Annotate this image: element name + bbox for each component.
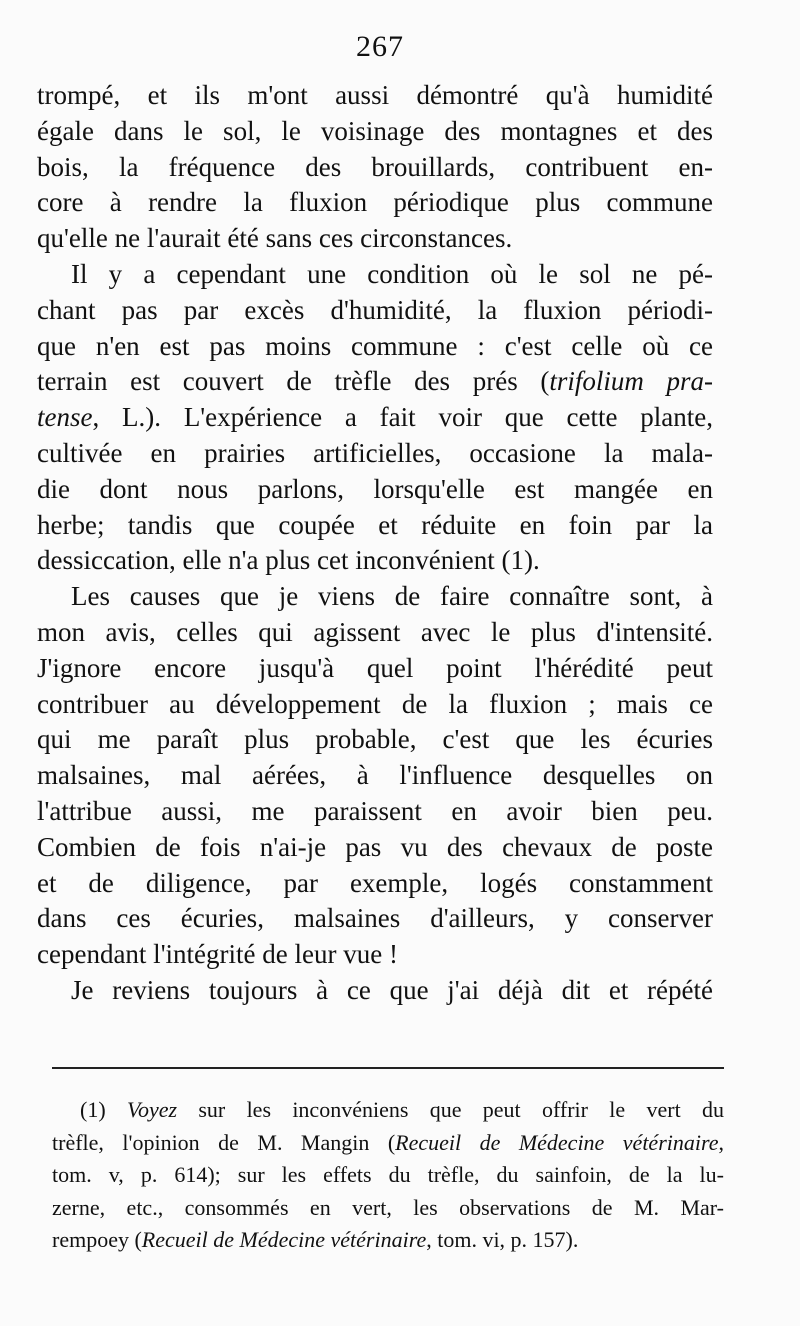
text-segment: trèfle, l'opinion de M. Mangin ( bbox=[52, 1129, 396, 1155]
footnote-line bbox=[52, 1127, 724, 1160]
italic-citation: Recueil de Médecine vétérinaire bbox=[395, 1129, 719, 1155]
italic-text: Voyez bbox=[126, 1097, 178, 1122]
text-segment: dans ces écuries, malsaines d'ailleurs, y conserver bbox=[37, 903, 713, 934]
text-line bbox=[37, 615, 713, 651]
text-line bbox=[37, 508, 713, 544]
text-segment: mon avis, celles qui agissent avec le plus d'intensité. bbox=[37, 616, 713, 647]
footnote-divider bbox=[52, 1067, 724, 1069]
text-line bbox=[37, 722, 713, 758]
text-segment: malsaines, mal aérées, à l'influence desquelles on bbox=[37, 760, 713, 791]
text-segment: et de diligence, par exemple, logés constamment bbox=[37, 867, 713, 898]
text-segment: Je reviens toujours à ce que j'ai déjà dit et répété bbox=[71, 974, 713, 1005]
text-segment: bois, la fréquence des brouillards, contribuent en- bbox=[37, 151, 713, 182]
text-line bbox=[37, 114, 713, 150]
text-segment: die dont nous parlons, lorsqu'elle est mangée en bbox=[37, 473, 713, 504]
text-segment: zerne, etc., consommés en vert, les observations de M. Mar- bbox=[52, 1194, 724, 1220]
paragraph-first-line bbox=[37, 257, 713, 293]
text-segment: trompé, et ils m'ont aussi démontré qu'à humidité bbox=[37, 80, 713, 110]
footnote-line bbox=[52, 1159, 724, 1192]
text-segment: cependant l'intégrité de leur vue ! bbox=[37, 939, 398, 970]
text-segment: rempoey ( bbox=[52, 1227, 142, 1252]
text-segment: Combien de fois n'ai-je pas vu des chevaux de poste bbox=[37, 831, 713, 862]
paragraph-first-line bbox=[37, 973, 713, 1009]
text-line bbox=[37, 364, 713, 400]
text-segment: terrain est couvert de trèfle des prés ( bbox=[37, 366, 550, 397]
text-segment: qu'elle ne l'aurait été sans ces circonstances. bbox=[37, 223, 513, 254]
footnote-line bbox=[52, 1192, 724, 1225]
text-segment: , bbox=[718, 1129, 724, 1155]
italic-citation: Recueil de Médecine vétérinaire bbox=[141, 1227, 427, 1252]
footnote-line bbox=[52, 1224, 724, 1257]
text-segment: contribuer au développement de la fluxion ; mais ce bbox=[37, 688, 713, 719]
footnote-marker: (1) bbox=[80, 1097, 127, 1122]
text-segment: Il y a cependant une condition où le sol ne pé- bbox=[71, 258, 713, 289]
text-line bbox=[37, 293, 713, 329]
italic-latin-name: trifolium pra- bbox=[549, 366, 714, 397]
footnote-line bbox=[52, 1094, 724, 1127]
text-line bbox=[37, 866, 713, 902]
text-line bbox=[37, 185, 713, 221]
paragraph-first-line bbox=[37, 579, 713, 615]
text-line bbox=[37, 78, 713, 114]
text-line bbox=[37, 830, 713, 866]
text-line bbox=[37, 329, 713, 365]
text-segment: , tom. vi, p. 157). bbox=[426, 1227, 579, 1252]
text-line bbox=[37, 794, 713, 830]
text-segment: qui me paraît plus probable, c'est que les écuries bbox=[37, 724, 713, 755]
text-line bbox=[37, 758, 713, 794]
text-line bbox=[37, 472, 713, 508]
text-line bbox=[37, 901, 713, 937]
text-segment: égale dans le sol, le voisinage des montagnes et des bbox=[37, 115, 713, 146]
body-text bbox=[37, 78, 713, 1009]
text-line bbox=[37, 150, 713, 186]
text-segment: dessiccation, elle n'a plus cet inconvénient (1). bbox=[37, 545, 540, 576]
text-segment: chant pas par excès d'humidité, la fluxion périodi- bbox=[37, 294, 713, 325]
text-line bbox=[37, 651, 713, 687]
text-segment: core à rendre la fluxion périodique plus commune bbox=[37, 187, 713, 218]
text-segment: herbe; tandis que coupée et réduite en foin par la bbox=[37, 509, 713, 540]
text-line bbox=[37, 221, 713, 257]
page-number: 267 bbox=[356, 30, 404, 63]
text-line bbox=[37, 543, 713, 579]
text-segment: cultivée en prairies artificielles, occasione la mala- bbox=[37, 437, 713, 468]
text-segment: que n'en est pas moins commune : c'est celle où ce bbox=[37, 330, 713, 361]
text-segment: tom. v, p. 614); sur les effets du trèfle, du sainfoin, de la lu- bbox=[52, 1162, 724, 1187]
text-line bbox=[37, 687, 713, 723]
text-segment: J'ignore encore jusqu'à quel point l'hérédité peut bbox=[37, 652, 713, 683]
text-line bbox=[37, 436, 713, 472]
italic-latin-name: tense bbox=[37, 402, 93, 433]
footnotes bbox=[52, 1094, 724, 1257]
text-line bbox=[37, 400, 713, 436]
text-line bbox=[37, 937, 713, 973]
text-segment: l'attribue aussi, me paraissent en avoir bien peu. bbox=[37, 795, 713, 826]
text-segment: , L.). L'expérience a fait voir que cette plante, bbox=[92, 402, 713, 433]
text-segment: sur les inconvéniens que peut offrir le vert du bbox=[177, 1097, 724, 1122]
text-segment: Les causes que je viens de faire connaître sont, à bbox=[71, 581, 713, 612]
